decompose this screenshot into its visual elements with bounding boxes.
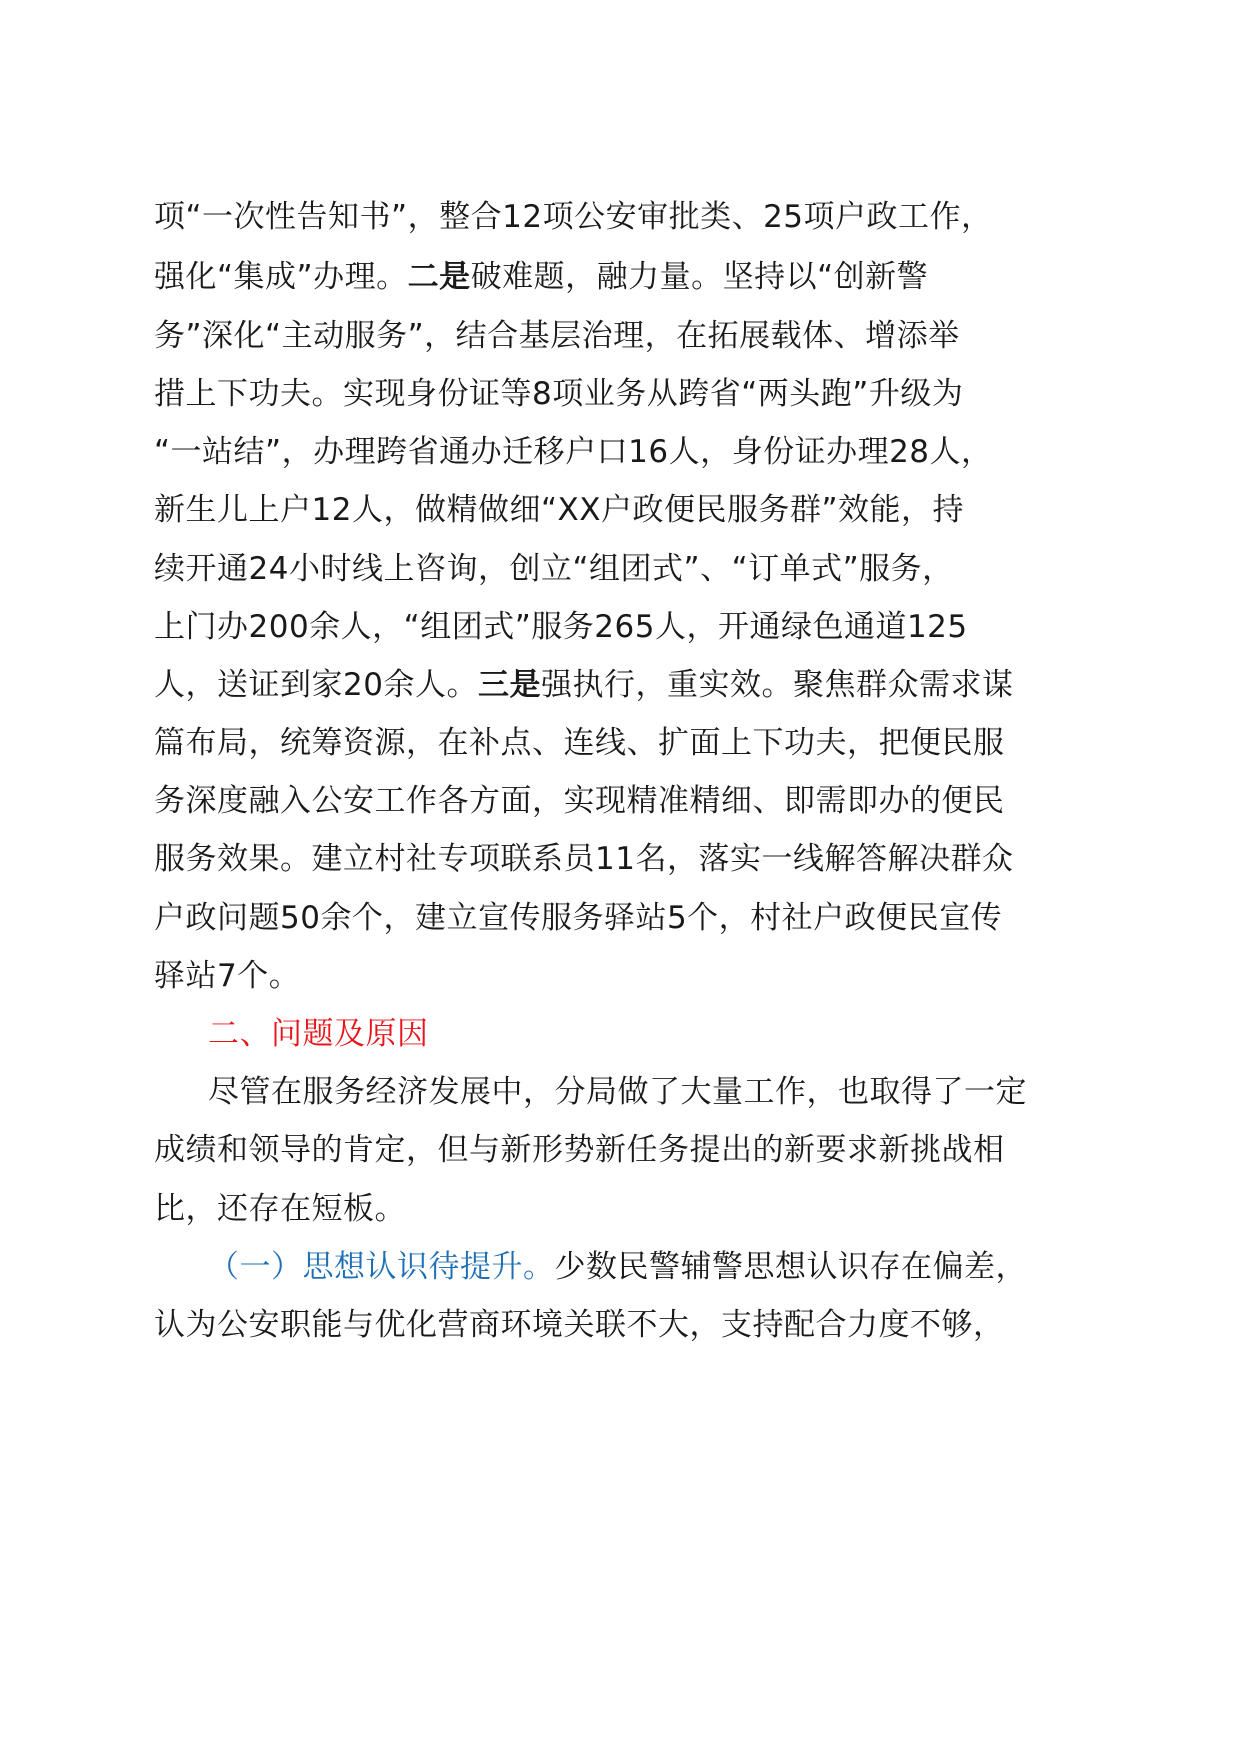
text-line: （一）思想认识待提升。少数民警辅警思想认识存在偏差， xyxy=(208,1249,1027,1285)
text-line: 尽管在服务经济发展中，分局做了大量工作，也取得了一定 xyxy=(208,1074,1027,1110)
text-line: 比，还存在短板。 xyxy=(154,1191,406,1227)
text-line: 务深度融入公安工作各方面，实现精准精细、即需即办的便民 xyxy=(154,783,1005,819)
section-heading: 二、问题及原因 xyxy=(208,1016,429,1052)
subheading: （一）思想认识待提升。 xyxy=(208,1249,555,1285)
text-line: 项“一次性告知书”，整合12项公安审批类、25项户政工作， xyxy=(154,199,993,235)
text-line: “一站结”，办理跨省通办迁移户口16人，身份证办理28人， xyxy=(154,434,993,470)
text-line: 人，送证到家20余人。三是强执行，重实效。聚焦群众需求谋 xyxy=(154,667,1014,703)
emphasis-label: 三是 xyxy=(477,667,541,703)
text-line: 户政问题50余个，建立宣传服务驿站5个，村社户政便民宣传 xyxy=(154,900,1003,936)
emphasis-label: 二是 xyxy=(407,259,471,295)
text-line: 措上下功夫。实现身份证等8项业务从跨省“两头跑”升级为 xyxy=(154,376,964,412)
text-line: 篇布局，统筹资源，在补点、连线、扩面上下功夫，把便民服 xyxy=(154,725,1005,761)
text-line: 新生儿上户12人，做精做细“XX户政便民服务群”效能，持 xyxy=(154,492,965,528)
text-line: 务”深化“主动服务”，结合基层治理，在拓展载体、增添举 xyxy=(154,318,960,354)
text-line: 认为公安职能与优化营商环境关联不大，支持配合力度不够， xyxy=(154,1307,1005,1343)
text-line: 上门办200余人，“组团式”服务265人，开通绿色通道125 xyxy=(154,609,968,645)
text-line: 成绩和领导的肯定，但与新形势新任务提出的新要求新挑战相 xyxy=(154,1132,1005,1168)
text-line: 服务效果。建立村社专项联系员11名，落实一线解答解决群众 xyxy=(154,841,1014,877)
text-line: 续开通24小时线上咨询，创立“组团式”、“订单式”服务， xyxy=(154,551,954,587)
text-line: 驿站7个。 xyxy=(154,958,301,994)
text-line: 强化“集成”办理。二是破难题，融力量。坚持以“创新警 xyxy=(154,259,929,295)
